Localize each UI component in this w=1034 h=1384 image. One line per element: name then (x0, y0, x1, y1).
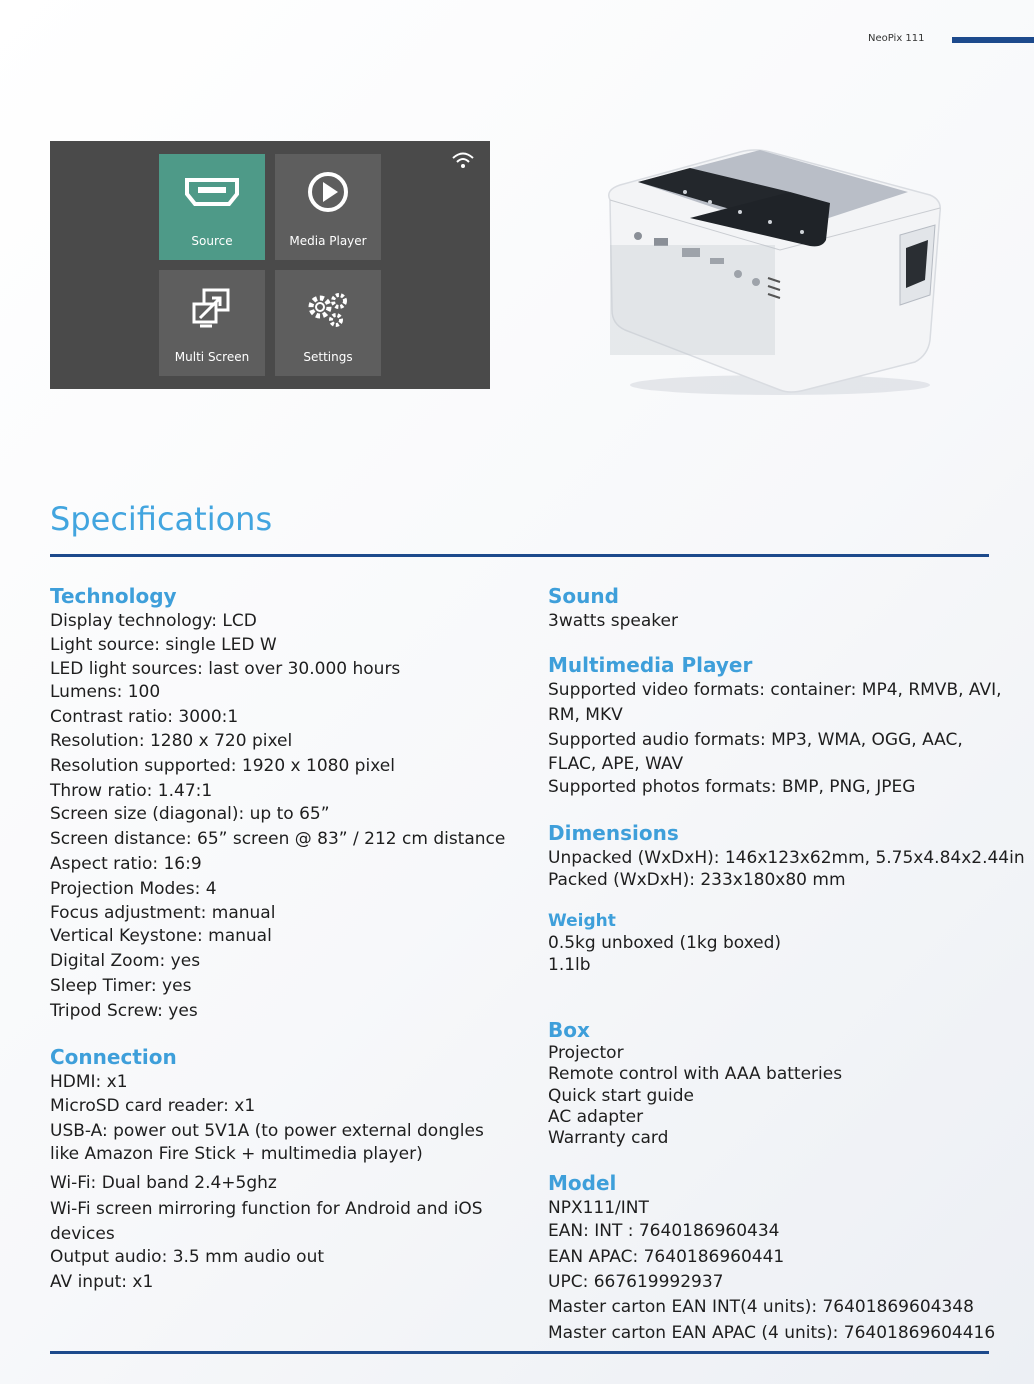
spec-line: Output audio: 3.5 mm audio out (50, 1247, 325, 1267)
spec-line: like Amazon Fire Stick + multimedia player) (50, 1144, 423, 1164)
menu-tile-label: Source (191, 234, 233, 248)
multi-screen-icon (159, 284, 265, 332)
spec-line: NPX111/INT (548, 1198, 649, 1218)
spec-line: Digital Zoom: yes (50, 951, 201, 971)
projector-image (590, 140, 950, 400)
spec-line: Contrast ratio: 3000:1 (50, 707, 239, 727)
spec-line: Sleep Timer: yes (50, 976, 192, 996)
menu-tile-settings[interactable] (275, 270, 381, 376)
spec-line: 3watts speaker (548, 611, 678, 631)
hdmi-icon (159, 168, 265, 216)
spec-line: Warranty card (548, 1128, 669, 1148)
spec-line: HDMI: x1 (50, 1072, 128, 1092)
top-divider (50, 554, 989, 557)
spec-line: Tripod Screw: yes (50, 1001, 198, 1021)
spec-line: Resolution supported: 1920 x 1080 pixel (50, 756, 395, 776)
menu-tile-media-player[interactable] (275, 154, 381, 260)
spec-line: Throw ratio: 1.47:1 (50, 781, 213, 801)
spec-line: Focus adjustment: manual (50, 903, 276, 923)
section-heading-connection: Connection (50, 1045, 177, 1069)
spec-line: Vertical Keystone: manual (50, 926, 272, 946)
spec-line: MicroSD card reader: x1 (50, 1096, 256, 1116)
menu-tile-label: Media Player (289, 234, 367, 248)
spec-line: Projection Modes: 4 (50, 879, 217, 899)
specifications-title: Specifications (50, 500, 273, 538)
spec-line: RM, MKV (548, 705, 623, 725)
header-model-label: NeoPix 111 (868, 33, 925, 44)
spec-line: Resolution: 1280 x 720 pixel (50, 731, 293, 751)
section-heading-multimedia-player: Multimedia Player (548, 653, 753, 677)
spec-line: Master carton EAN INT(4 units): 76401869604348 (548, 1297, 974, 1317)
spec-line: Supported audio formats: MP3, WMA, OGG, AAC, (548, 730, 963, 750)
spec-line: Remote control with AAA batteries (548, 1064, 843, 1084)
spec-line: Quick start guide (548, 1086, 695, 1106)
spec-line: AC adapter (548, 1107, 644, 1127)
menu-tile-source[interactable] (159, 154, 265, 260)
section-heading-model: Model (548, 1171, 617, 1195)
spec-line: Lumens: 100 (50, 682, 161, 702)
spec-line: Screen size (diagonal): up to 65” (50, 804, 330, 824)
spec-line: EAN APAC: 7640186960441 (548, 1247, 785, 1267)
spec-line: Aspect ratio: 16:9 (50, 854, 202, 874)
spec-line: Light source: single LED W (50, 635, 277, 655)
gears-icon (275, 284, 381, 332)
spec-line: USB-A: power out 5V1A (to power external dongles (50, 1121, 484, 1141)
spec-line: Screen distance: 65” screen @ 83” / 212 cm distance (50, 829, 506, 849)
play-icon (275, 168, 381, 216)
section-heading-box: Box (548, 1018, 590, 1042)
projector-menu-screen (50, 141, 490, 389)
spec-line: Wi-Fi screen mirroring function for Android and iOS (50, 1199, 483, 1219)
spec-line: 0.5kg unboxed (1kg boxed) (548, 933, 782, 953)
spec-line: Projector (548, 1043, 624, 1063)
spec-line: FLAC, APE, WAV (548, 754, 684, 774)
section-heading-weight: Weight (548, 911, 616, 931)
section-heading-dimensions: Dimensions (548, 821, 679, 845)
spec-line: Supported video formats: container: MP4, RMVB, AVI, (548, 680, 1002, 700)
spec-line: LED light sources: last over 30.000 hours (50, 659, 401, 679)
menu-tile-multi-screen[interactable] (159, 270, 265, 376)
spec-line: Wi-Fi: Dual band 2.4+5ghz (50, 1173, 277, 1193)
header-accent-bar (952, 37, 1034, 43)
spec-line: Supported photos formats: BMP, PNG, JPEG (548, 777, 916, 797)
spec-line: Display technology: LCD (50, 611, 257, 631)
section-heading-sound: Sound (548, 584, 619, 608)
menu-tile-label: Multi Screen (174, 350, 250, 364)
section-heading-technology: Technology (50, 584, 177, 608)
spec-line: EAN: INT : 7640186960434 (548, 1221, 780, 1241)
spec-line: Unpacked (WxDxH): 146x123x62mm, 5.75x4.84x2.44in (548, 848, 1025, 868)
spec-line: 1.1lb (548, 955, 591, 975)
spec-line: Master carton EAN APAC (4 units): 76401869604416 (548, 1323, 996, 1343)
spec-line: devices (50, 1224, 115, 1244)
bottom-divider (50, 1351, 989, 1354)
spec-line: UPC: 667619992937 (548, 1272, 724, 1292)
menu-tile-label: Settings (303, 350, 353, 364)
spec-line: Packed (WxDxH): 233x180x80 mm (548, 870, 846, 890)
spec-line: AV input: x1 (50, 1272, 154, 1292)
wifi-icon (451, 151, 475, 173)
